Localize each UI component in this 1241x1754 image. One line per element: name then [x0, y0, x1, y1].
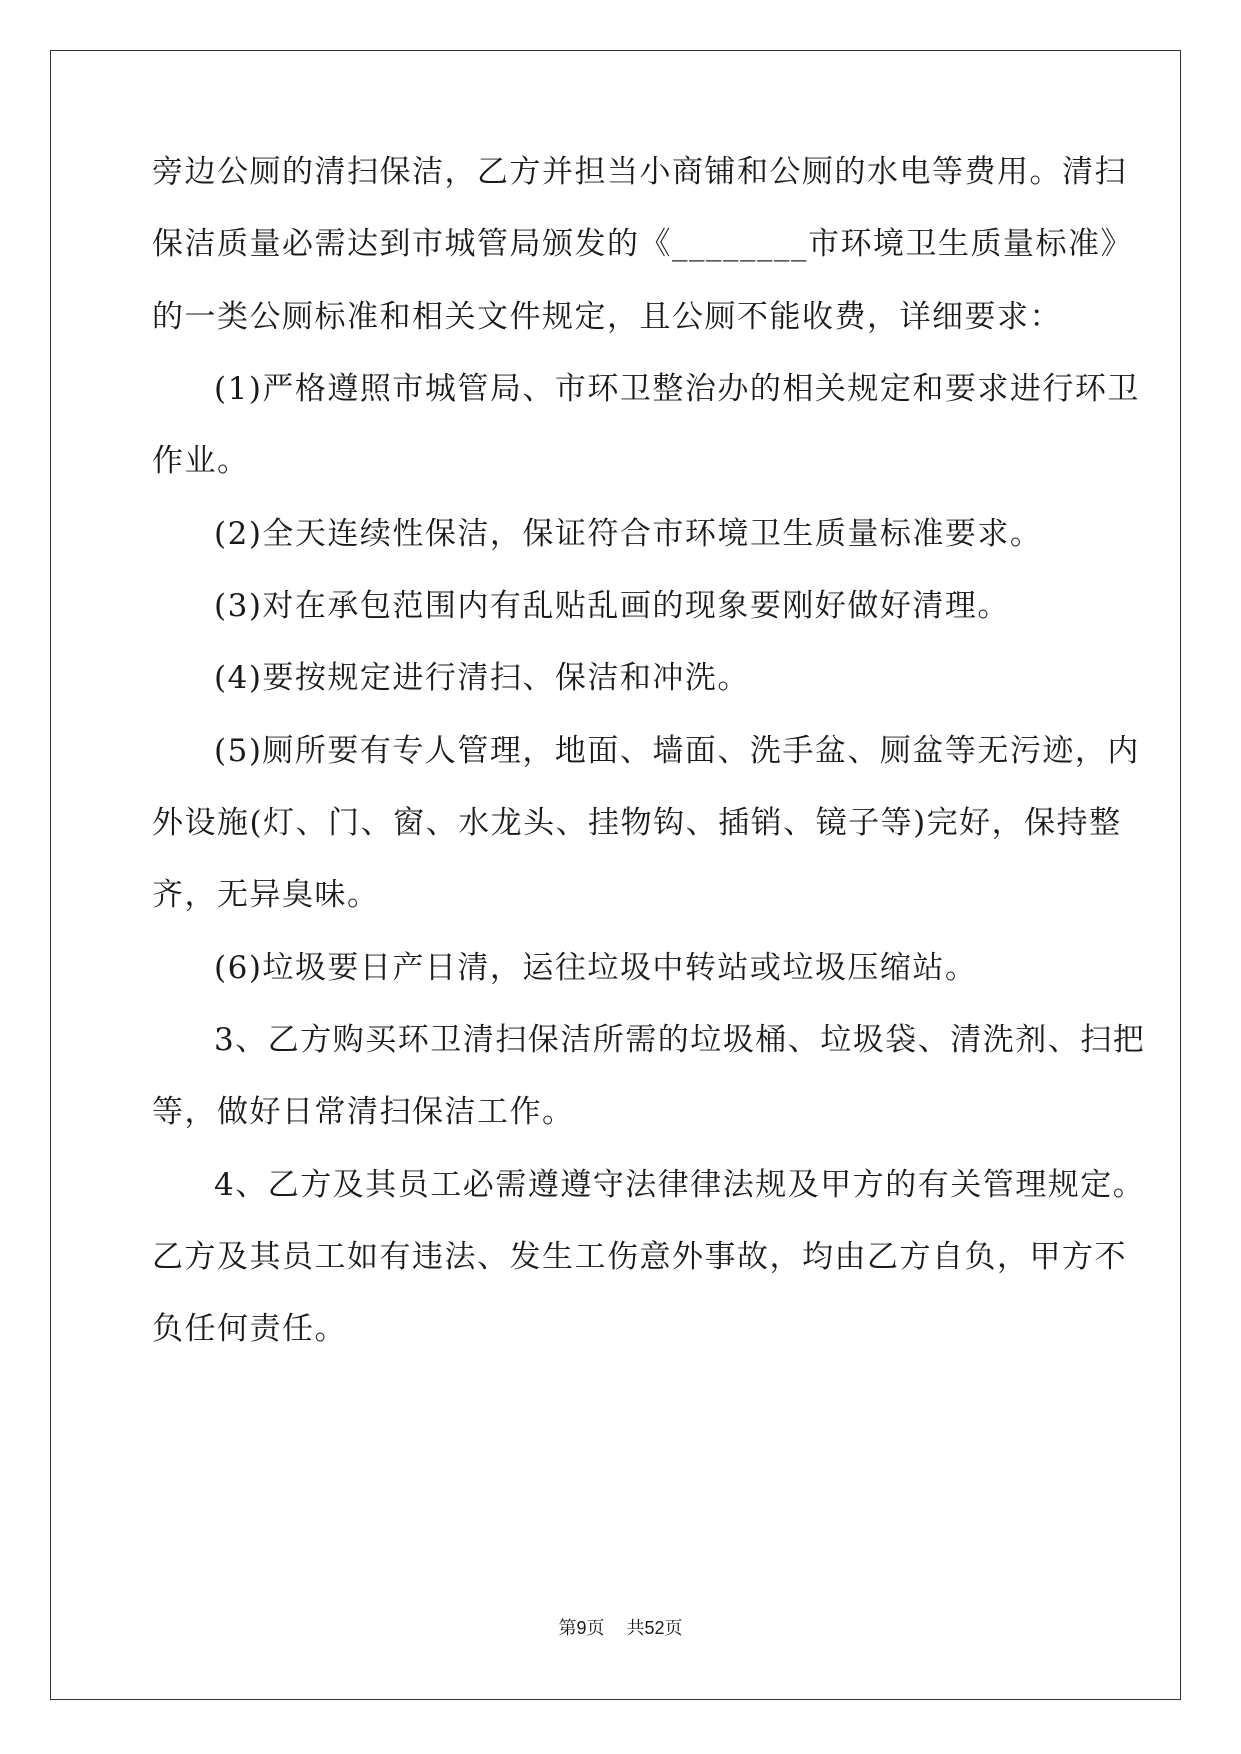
text-line: 4、乙方及其员工必需遵遵守法律律法规及甲方的有关管理规定。: [214, 1167, 1146, 1203]
text-line: (2)全天连续性保洁，保证符合市环境卫生质量标准要求。: [214, 516, 1043, 552]
text-line: 乙方及其员工如有违法、发生工伤意外事故，均由乙方自负，甲方不: [152, 1239, 1127, 1275]
page-prefix: 第: [558, 1618, 577, 1639]
page-number: 9: [576, 1618, 587, 1638]
text-line: 等，做好日常清扫保洁工作。: [152, 1094, 575, 1130]
text-line: 保洁质量必需达到市城管局颁发的《________市环境卫生质量标准》: [152, 226, 1133, 262]
page-suffix: 页: [586, 1618, 605, 1639]
text-line: (1)严格遵照市城管局、市环卫整治办的相关规定和要求进行环卫: [214, 371, 1140, 407]
text-line: (4)要按规定进行清扫、保洁和冲洗。: [214, 660, 750, 696]
text-line: 外设施(灯、门、窗、水龙头、挂物钩、插销、镜子等)完好，保持整: [152, 805, 1122, 841]
text-line: 的一类公厕标准和相关文件规定，且公厕不能收费，详细要求：: [152, 299, 1062, 335]
total-prefix: 共: [626, 1618, 645, 1639]
text-line: (3)对在承包范围内有乱贴乱画的现象要刚好做好清理。: [214, 588, 1010, 624]
text-line: 负任何责任。: [152, 1311, 347, 1347]
text-line: (6)垃圾要日产日清，运往垃圾中转站或垃圾压缩站。: [214, 950, 978, 986]
text-line: 3、乙方购买环卫清扫保洁所需的垃圾桶、垃圾袋、清洗剂、扫把: [214, 1022, 1146, 1058]
text-line: 旁边公厕的清扫保洁，乙方并担当小商铺和公厕的水电等费用。清扫: [152, 154, 1127, 190]
text-line: 齐，无异臭味。: [152, 877, 380, 913]
text-line: (5)厕所要有专人管理，地面、墙面、洗手盆、厕盆等无污迹，内: [214, 733, 1140, 769]
page-footer: [0, 1616, 1241, 1641]
text-line: 作业。: [152, 443, 250, 479]
total-suffix: 页: [664, 1618, 683, 1639]
total-pages: 52: [644, 1618, 665, 1638]
